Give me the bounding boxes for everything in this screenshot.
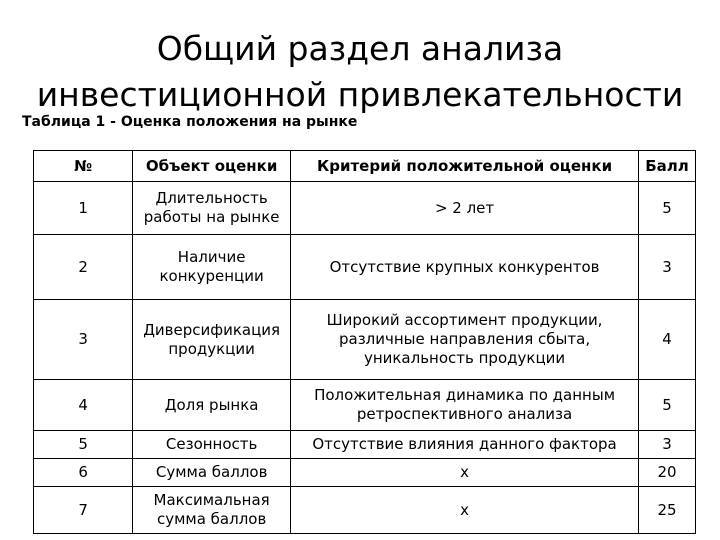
page-title xyxy=(0,26,720,118)
table-header-row xyxy=(34,151,696,182)
row-number: 5 xyxy=(34,431,133,459)
row-criterion: > 2 лет xyxy=(291,182,639,235)
table-row xyxy=(34,235,696,300)
row-object: Диверсификация продукции xyxy=(133,300,291,380)
market-position-table xyxy=(33,150,696,534)
row-criterion: Широкий ассортимент продукции, различные направления сбыта, уникальность продукции xyxy=(291,300,639,380)
row-number: 7 xyxy=(34,487,133,534)
row-number: 4 xyxy=(34,380,133,431)
row-score: 5 xyxy=(639,182,696,235)
row-object: Длительность работы на рынке xyxy=(133,182,291,235)
table-row xyxy=(34,380,696,431)
table-row xyxy=(34,300,696,380)
table-row xyxy=(34,431,696,459)
row-criterion: Положительная динамика по данным ретроспективного анализа xyxy=(291,380,639,431)
row-criterion: Отсутствие крупных конкурентов xyxy=(291,235,639,300)
row-object: Сезонность xyxy=(133,431,291,459)
table-row xyxy=(34,487,696,534)
table-caption: Таблица 1 - Оценка положения на рынке xyxy=(22,114,358,130)
row-score: 5 xyxy=(639,380,696,431)
row-score: 3 xyxy=(639,235,696,300)
title-line-2: инвестиционной привлекательности xyxy=(36,75,684,115)
row-score: 25 xyxy=(639,487,696,534)
row-criterion: х xyxy=(291,487,639,534)
row-score: 20 xyxy=(639,459,696,487)
row-number: 6 xyxy=(34,459,133,487)
row-number: 3 xyxy=(34,300,133,380)
row-number: 2 xyxy=(34,235,133,300)
row-criterion: Отсутствие влияния данного фактора xyxy=(291,431,639,459)
row-score: 3 xyxy=(639,431,696,459)
row-object: Максимальная сумма баллов xyxy=(133,487,291,534)
header-criterion: Критерий положительной оценки xyxy=(291,151,639,182)
header-score: Балл xyxy=(639,151,696,182)
row-object: Доля рынка xyxy=(133,380,291,431)
header-object: Объект оценки xyxy=(133,151,291,182)
header-number: № xyxy=(34,151,133,182)
row-object: Сумма баллов xyxy=(133,459,291,487)
row-score: 4 xyxy=(639,300,696,380)
table-row xyxy=(34,459,696,487)
row-object: Наличие конкуренции xyxy=(133,235,291,300)
row-criterion: х xyxy=(291,459,639,487)
table-row xyxy=(34,182,696,235)
row-number: 1 xyxy=(34,182,133,235)
title-line-1: Общий раздел анализа xyxy=(156,29,564,69)
